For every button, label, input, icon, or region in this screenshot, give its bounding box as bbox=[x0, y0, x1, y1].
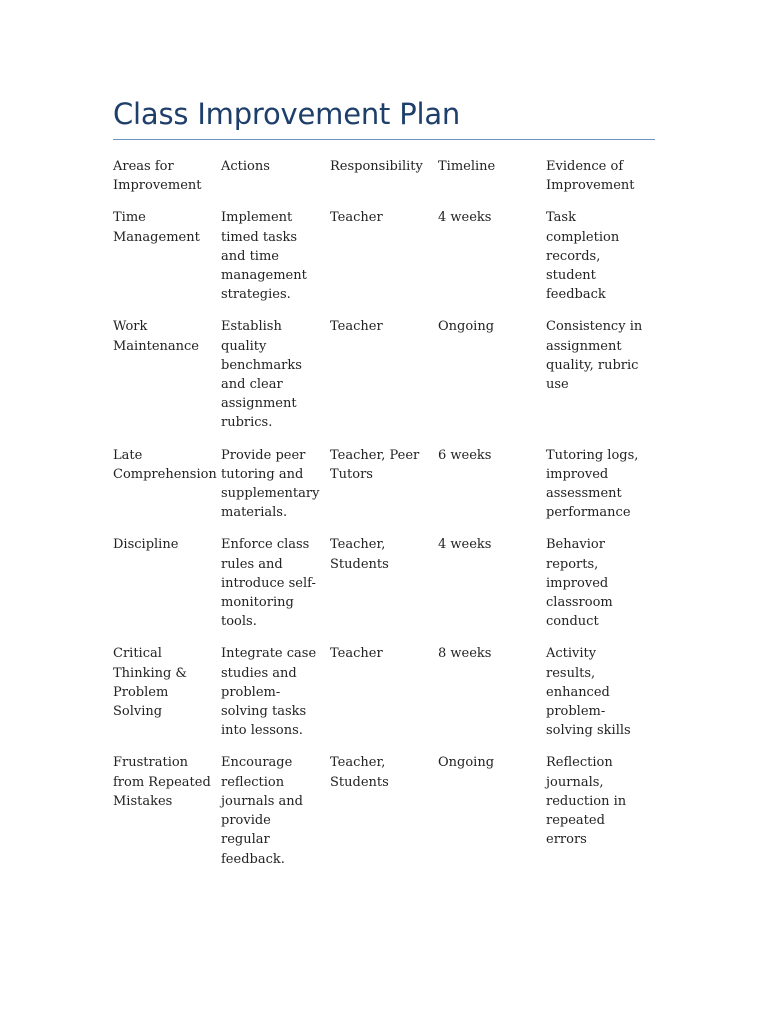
cell-area: Discipline bbox=[113, 537, 179, 553]
table-row bbox=[113, 446, 655, 536]
improvement-plan-table bbox=[113, 157, 655, 882]
header-timeline: Timeline bbox=[438, 159, 496, 174]
table-row bbox=[113, 535, 655, 644]
cell-timeline: 6 weeks bbox=[438, 447, 492, 463]
cell-evidence: Consistency in assignment quality, rubric use bbox=[546, 319, 643, 393]
cell-timeline: 8 weeks bbox=[438, 646, 492, 662]
document-page bbox=[113, 95, 655, 882]
cell-evidence: Behavior reports, improved classroom conduct bbox=[546, 537, 613, 630]
cell-action: Provide peer tutoring and supplementary materials. bbox=[221, 447, 320, 521]
cell-action: Enforce class rules and introduce self-monitoring tools. bbox=[221, 537, 316, 630]
cell-timeline: 4 weeks bbox=[438, 210, 492, 226]
header-evidence-of-improvement: Evidence of Improvement bbox=[546, 159, 635, 194]
cell-action: Establish quality benchmarks and clear assignment rubrics. bbox=[221, 319, 302, 431]
cell-area: Frustration from Repeated Mistakes bbox=[113, 755, 211, 809]
header-actions: Actions bbox=[221, 159, 270, 174]
cell-evidence: Reflection journals, reduction in repeated errors bbox=[546, 755, 627, 848]
table-header-row bbox=[113, 157, 655, 208]
cell-timeline: Ongoing bbox=[438, 755, 495, 771]
cell-timeline: Ongoing bbox=[438, 319, 495, 335]
table-row bbox=[113, 208, 655, 317]
cell-evidence: Tutoring logs, improved assessment performance bbox=[546, 447, 639, 521]
cell-action: Integrate case studies and problem-solving tasks into lessons. bbox=[221, 646, 317, 739]
cell-responsibility: Teacher bbox=[330, 210, 383, 226]
table-row bbox=[113, 753, 655, 881]
cell-responsibility: Teacher bbox=[330, 646, 383, 662]
cell-area: Time Management bbox=[113, 210, 200, 245]
cell-responsibility: Teacher bbox=[330, 319, 383, 335]
header-areas-for-improvement: Areas for Improvement bbox=[113, 159, 202, 194]
cell-responsibility: Teacher, Students bbox=[330, 537, 389, 572]
table-row bbox=[113, 317, 655, 445]
cell-evidence: Activity results, enhanced problem-solving skills bbox=[546, 646, 631, 739]
table-row bbox=[113, 644, 655, 753]
cell-area: Critical Thinking & Problem Solving bbox=[113, 646, 188, 720]
cell-action: Implement timed tasks and time management strategies. bbox=[221, 210, 307, 303]
cell-evidence: Task completion records, student feedback bbox=[546, 210, 620, 303]
cell-action: Encourage reflection journals and provide regular feedback. bbox=[221, 755, 303, 867]
header-responsibility: Responsibility bbox=[330, 159, 423, 174]
cell-responsibility: Teacher, Peer Tutors bbox=[330, 447, 420, 482]
cell-responsibility: Teacher, Students bbox=[330, 755, 389, 790]
cell-area: Late Comprehension bbox=[113, 447, 217, 482]
title-divider bbox=[113, 139, 655, 140]
cell-area: Work Maintenance bbox=[113, 319, 199, 354]
cell-timeline: 4 weeks bbox=[438, 537, 492, 553]
document-title: Class Improvement Plan bbox=[113, 97, 461, 131]
